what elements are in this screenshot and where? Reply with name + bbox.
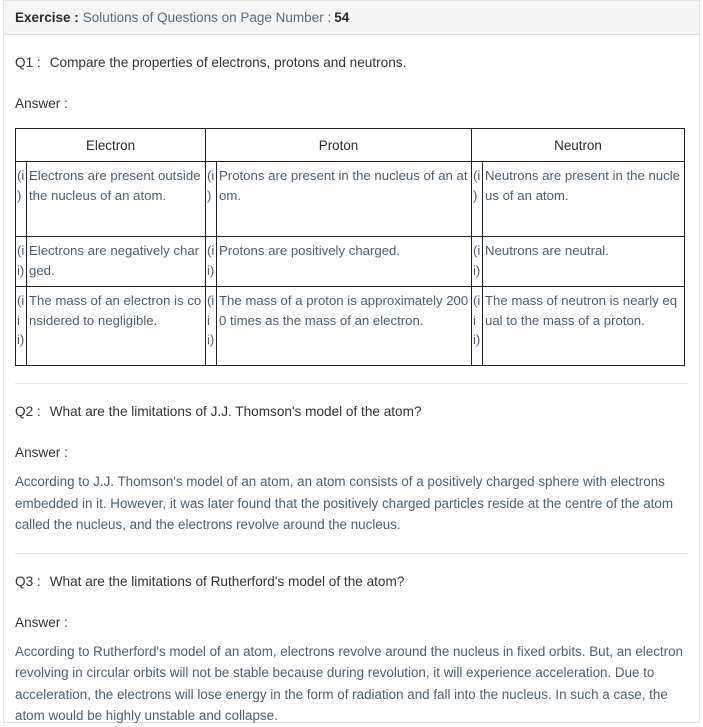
column-header-neutron: Neutron bbox=[472, 129, 685, 162]
cell-text: Electrons are present outside the nucleus of an atom. bbox=[29, 168, 201, 203]
answer-2-label: Answer : bbox=[15, 445, 68, 460]
question-3-text: What are the limitations of Rutherford's model of the atom? bbox=[49, 573, 405, 589]
table-cell bbox=[16, 287, 206, 366]
list-marker: (i) bbox=[206, 162, 217, 236]
table-row bbox=[16, 287, 685, 366]
cell-text: The mass of an electron is considered to negligible. bbox=[29, 293, 202, 328]
list-marker: (ii) bbox=[472, 237, 483, 286]
content-area bbox=[4, 55, 699, 727]
question-3-number: Q3 : bbox=[15, 573, 41, 589]
cell-text: Protons are present in the nucleus of an atom. bbox=[219, 168, 468, 203]
question-3 bbox=[15, 574, 688, 589]
table-cell bbox=[472, 287, 685, 366]
table-cell bbox=[472, 237, 685, 287]
answer-3-text: According to Rutherford's model of an atom, electrons revolve around the nucleus in fixed orbits. But, an electron revolving in circular orbits will not be stable because during revolution, it will experience acceleration. Due to acceleration, the electrons will lose energy in the form of radiation and fall into the nucleus. In such a case, the atom would be highly unstable and collapse. bbox=[15, 643, 683, 723]
question-2 bbox=[15, 404, 688, 419]
list-marker: (iii) bbox=[206, 287, 217, 365]
table-cell bbox=[206, 162, 472, 237]
cell-text: Neutrons are present in the nucleus of an atom. bbox=[485, 168, 680, 203]
section-divider bbox=[15, 553, 688, 554]
exercise-label: Exercise : bbox=[15, 10, 79, 25]
exercise-subtitle: Solutions of Questions on Page Number : bbox=[82, 10, 332, 25]
answer-1-label: Answer : bbox=[15, 96, 68, 111]
table-cell bbox=[472, 162, 685, 237]
list-marker: (ii) bbox=[206, 237, 217, 286]
question-1-text: Compare the properties of electrons, protons and neutrons. bbox=[49, 55, 407, 70]
column-header-electron: Electron bbox=[16, 129, 206, 162]
table-cell bbox=[16, 237, 206, 287]
answer-3-label: Answer : bbox=[15, 614, 68, 630]
table-cell bbox=[206, 287, 472, 366]
exercise-page-number: 54 bbox=[334, 10, 350, 25]
question-1 bbox=[15, 55, 688, 70]
table-row bbox=[16, 237, 685, 287]
cell-text: The mass of a proton is approximately 2000 times as the mass of an electron. bbox=[219, 293, 469, 328]
list-marker: (i) bbox=[472, 162, 483, 236]
list-marker: (iii) bbox=[16, 287, 27, 365]
question-1-number: Q1 : bbox=[15, 55, 41, 70]
table-row bbox=[16, 162, 685, 237]
cell-text: Electrons are negatively charged. bbox=[29, 243, 200, 278]
cell-text: Neutrons are neutral. bbox=[485, 243, 609, 258]
question-2-text: What are the limitations of J.J. Thomson's model of the atom? bbox=[49, 404, 422, 419]
cell-text: Protons are positively charged. bbox=[219, 243, 401, 258]
answer-2-text: According to J.J. Thomson's model of an atom, an atom consists of a positively charged sphere with electrons embedded in it. However, it was later found that the positively charged particles reside at the centre of the atom called the nucleus, and the electrons revolve around the nucleus. bbox=[15, 474, 673, 532]
list-marker: (ii) bbox=[16, 237, 27, 286]
list-marker: (i) bbox=[16, 162, 27, 236]
question-2-number: Q2 : bbox=[15, 404, 41, 419]
table-cell bbox=[206, 237, 472, 287]
list-marker: (iii) bbox=[472, 287, 483, 365]
section-divider bbox=[15, 383, 688, 384]
properties-comparison-table bbox=[15, 128, 685, 366]
solutions-page bbox=[3, 0, 700, 723]
exercise-header-bar bbox=[4, 0, 699, 35]
cell-text: The mass of neutron is nearly equal to the mass of a proton. bbox=[485, 293, 678, 328]
table-header-row bbox=[16, 129, 685, 162]
table-cell bbox=[16, 162, 206, 237]
column-header-proton: Proton bbox=[206, 129, 472, 162]
